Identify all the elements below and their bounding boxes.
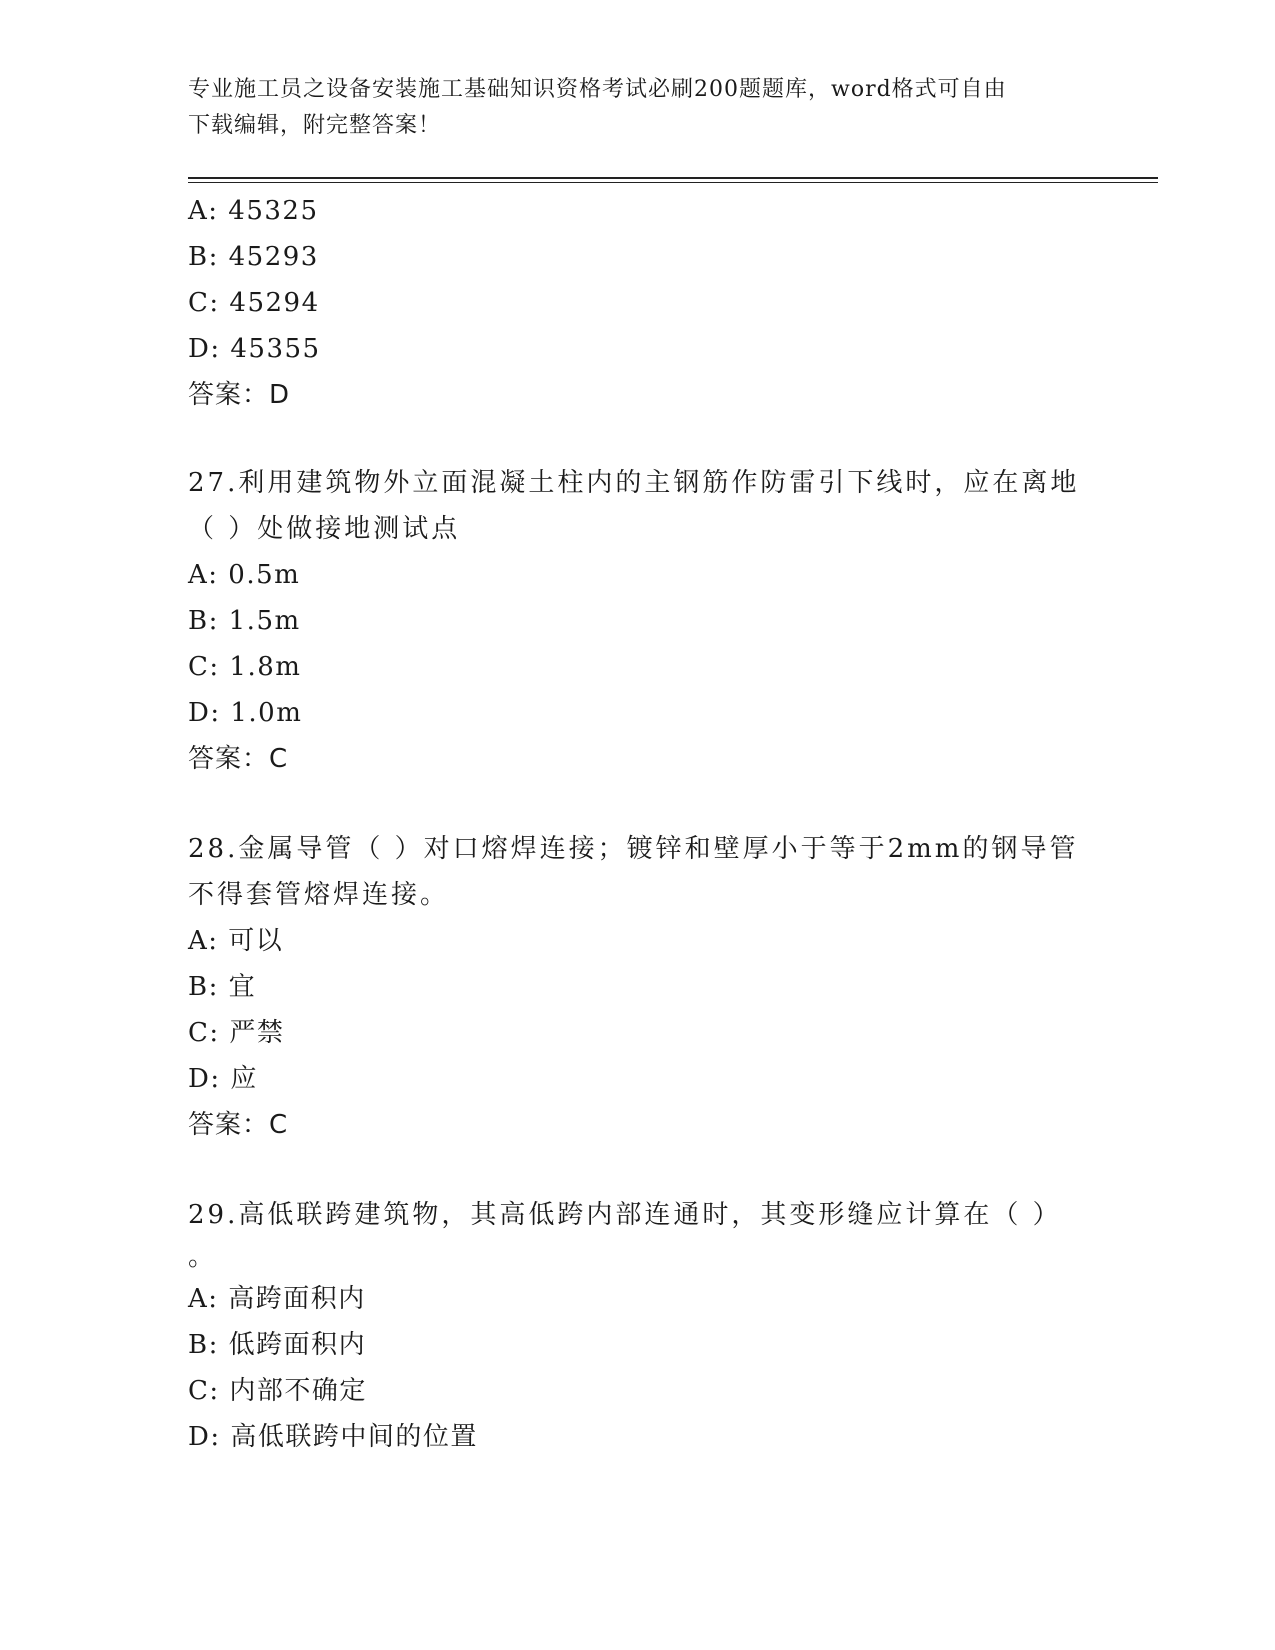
question-27-stem-line-2: （ ）处做接地测试点 <box>188 514 461 544</box>
question-28 <box>188 826 1088 1148</box>
option-d: D: 高低联跨中间的位置 <box>188 1422 478 1452</box>
question-29-stem-line-1: 29.高低联跨建筑物，其高低跨内部连通时，其变形缝应计算在（ ） <box>188 1200 1062 1230</box>
header-divider <box>188 177 1158 179</box>
option-c: C: 1.8m <box>188 652 302 682</box>
option-d: D: 应 <box>188 1064 258 1094</box>
answer-27: 答案：C <box>188 744 289 774</box>
question-29 <box>188 1192 1088 1460</box>
option-d: D: 45355 <box>188 334 321 364</box>
option-b: B: 低跨面积内 <box>188 1330 367 1360</box>
question-29-stem-line-2: 。 <box>188 1242 218 1272</box>
document-header: 专业施工员之设备安装施工基础知识资格考试必刷200题题库，word格式可自由 下载编辑，附完整答案！ <box>188 77 1007 138</box>
header-divider-thin <box>188 182 1158 183</box>
question-27 <box>188 460 1088 782</box>
option-a: A: 可以 <box>188 926 284 956</box>
question-26-options <box>188 188 1088 418</box>
option-b: B: 宜 <box>188 972 257 1002</box>
option-c: C: 严禁 <box>188 1018 285 1048</box>
option-c: C: 内部不确定 <box>188 1376 367 1406</box>
question-28-stem-line-2: 不得套管熔焊连接。 <box>188 880 450 910</box>
answer-28: 答案：C <box>188 1110 289 1140</box>
question-28-stem-line-1: 28.金属导管（ ）对口熔焊连接；镀锌和壁厚小于等于2mm的钢导管 <box>188 834 1079 864</box>
option-b: B: 45293 <box>188 242 319 272</box>
option-a: A: 高跨面积内 <box>188 1284 366 1314</box>
question-27-stem-line-1: 27.利用建筑物外立面混凝土柱内的主钢筋作防雷引下线时，应在离地 <box>188 468 1080 498</box>
option-a: A: 45325 <box>188 196 319 226</box>
option-b: B: 1.5m <box>188 606 301 636</box>
option-d: D: 1.0m <box>188 698 303 728</box>
option-a: A: 0.5m <box>188 560 301 590</box>
answer-26: 答案：D <box>188 380 291 410</box>
option-c: C: 45294 <box>188 288 320 318</box>
